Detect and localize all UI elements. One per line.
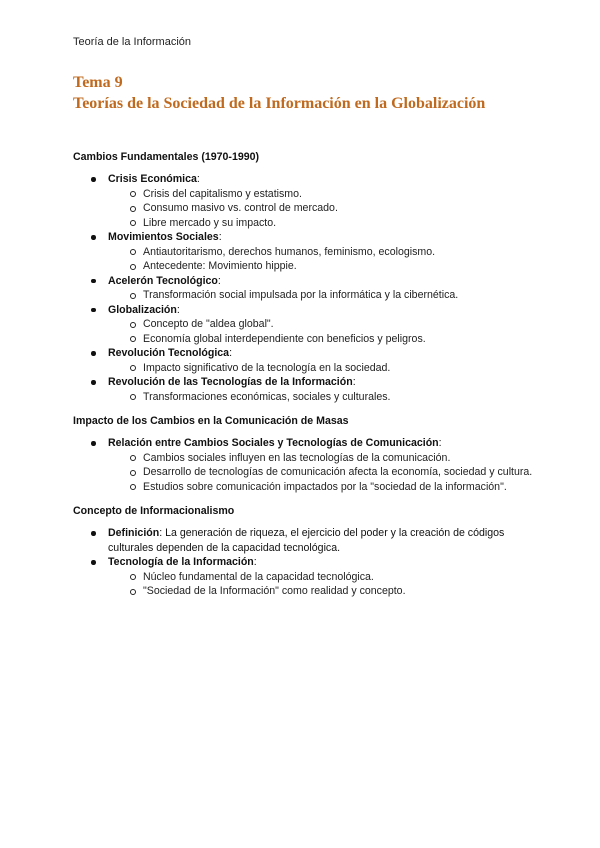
bullet-term: Relación entre Cambios Sociales y Tecnologías de Comunicación (108, 437, 439, 449)
sub-bullet-list (108, 187, 533, 231)
document-body (73, 150, 533, 609)
sub-bullet-list (108, 361, 533, 376)
bullet-text: : (196, 173, 200, 185)
bullet-item (73, 230, 533, 274)
sub-bullet-item: Crisis del capitalismo y estatismo. (108, 187, 533, 202)
sub-bullet-item: Concepto de "aldea global". (108, 317, 533, 332)
bullet-item (73, 555, 533, 599)
bullet-item (73, 436, 533, 494)
sub-bullet-item: Consumo masivo vs. control de mercado. (108, 201, 533, 216)
section-heading: Concepto de Informacionalismo (73, 505, 235, 517)
sub-bullet-item: Cambios sociales influyen en las tecnologías de la comunicación. (108, 451, 533, 466)
bullet-text: : (217, 274, 221, 287)
sub-bullet-item: Estudios sobre comunicación impactados por la "sociedad de la información". (108, 480, 533, 495)
bullet-text: : La generación de riqueza, el ejercicio del poder y la creación de códigos culturales dependen de la capacidad tecnológica. (108, 527, 505, 554)
sub-bullet-list (108, 245, 533, 274)
sub-bullet-list (108, 570, 533, 599)
title-line-1: Tema 9 (73, 74, 123, 91)
sub-bullet-list (108, 451, 533, 495)
bullet-text: : (229, 347, 233, 359)
section (73, 150, 533, 404)
bullet-text: : (176, 303, 180, 316)
sub-bullet-item: Transformación social impulsada por la informática y la cibernética. (108, 288, 533, 303)
sub-bullet-item: Antecedente: Movimiento hippie. (108, 259, 533, 274)
sub-bullet-item: Desarrollo de tecnologías de comunicación afecta la economía, sociedad y cultura. (108, 465, 533, 480)
bullet-item (73, 346, 533, 375)
bullet-item (73, 303, 533, 347)
sub-bullet-list (108, 317, 533, 346)
sub-bullet-item: Economía global interdependiente con beneficios y peligros. (108, 332, 533, 347)
sub-bullet-item: Libre mercado y su impacto. (108, 216, 533, 231)
sub-bullet-item: "Sociedad de la Información" como realidad y concepto. (108, 584, 533, 599)
bullet-term: Revolución de las Tecnologías de la Información (108, 376, 353, 388)
section (73, 414, 533, 494)
bullet-term: Crisis Económica (108, 173, 197, 185)
bullet-term: Movimientos Sociales (108, 231, 219, 243)
bullet-text: : (253, 556, 257, 568)
bullet-list (73, 436, 533, 494)
bullet-text: : (218, 231, 222, 243)
bullet-item (73, 172, 533, 230)
bullet-term: Revolución Tecnológica (108, 347, 230, 359)
bullet-term: Globalización (108, 303, 177, 316)
bullet-list (73, 172, 533, 404)
sub-bullet-item: Impacto significativo de la tecnología en la sociedad. (108, 361, 533, 376)
section-heading: Impacto de los Cambios en la Comunicación de Masas (73, 415, 349, 427)
bullet-term: Tecnología de la Información (108, 556, 254, 568)
bullet-text: : (438, 437, 442, 449)
section-heading: Cambios Fundamentales (1970-1990) (73, 151, 260, 163)
bullet-term: Definición (108, 527, 160, 539)
sub-bullet-item: Núcleo fundamental de la capacidad tecnológica. (108, 570, 533, 585)
document-title (73, 72, 485, 114)
running-header: Teoría de la Información (73, 36, 192, 48)
sub-bullet-item: Antiautoritarismo, derechos humanos, feminismo, ecologismo. (108, 245, 533, 260)
bullet-text: : (352, 376, 356, 388)
sub-bullet-list (108, 288, 533, 303)
bullet-item (73, 375, 533, 404)
sub-bullet-item: Transformaciones económicas, sociales y culturales. (108, 390, 533, 405)
sub-bullet-list (108, 390, 533, 405)
bullet-list (73, 526, 533, 599)
bullet-item (73, 274, 533, 303)
section (73, 504, 533, 599)
bullet-term: Acelerón Tecnológico (108, 274, 218, 287)
title-line-2: Teorías de la Sociedad de la Información en la Globalización (73, 95, 486, 112)
bullet-item (73, 526, 533, 555)
